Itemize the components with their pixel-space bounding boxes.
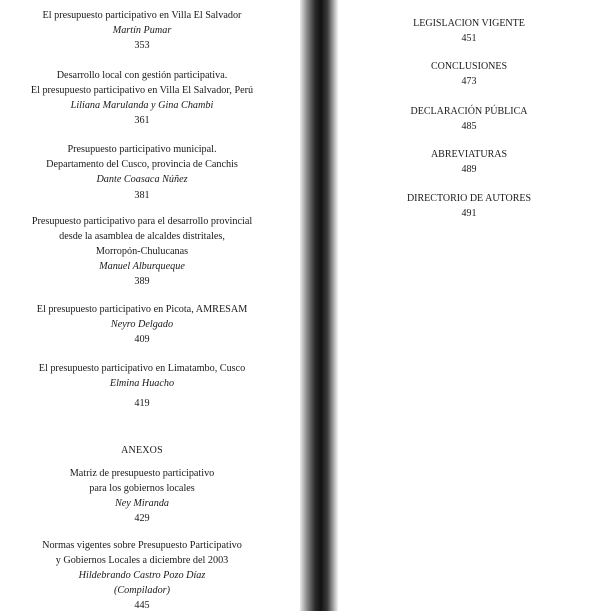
toc-entry-villa-el-salvador <box>0 8 284 53</box>
entry-page-number: 485 <box>461 121 477 132</box>
toc-entry-presupuesto-municipal <box>0 142 284 203</box>
entry-author-role: (Compilador) <box>113 585 171 596</box>
entry-page-number: 353 <box>134 40 150 51</box>
entry-author: Ney Miranda <box>114 498 170 509</box>
entry-title: desde la asamblea de alcaldes distritales, <box>59 231 225 242</box>
left-page <box>0 0 284 611</box>
entry-author: Liliana Marulanda y Gina Chambi <box>70 100 214 111</box>
entry-title: El presupuesto participativo en Picota, AMRESAM <box>36 304 248 315</box>
toc-entry-directorio <box>338 191 600 221</box>
entry-page-number: 429 <box>134 513 150 524</box>
entry-page-number: 451 <box>461 33 477 44</box>
entry-page-number: 445 <box>134 600 150 611</box>
toc-entry-legislacion <box>338 16 600 46</box>
entry-page-number: 489 <box>461 164 477 175</box>
right-page <box>338 0 600 611</box>
entry-title: LEGISLACION VIGENTE <box>413 18 525 29</box>
toc-entry-declaracion <box>338 104 600 134</box>
entry-title: Desarrollo local con gestión participativa. <box>56 70 228 81</box>
toc-entry-matriz <box>0 466 284 526</box>
entry-author: Neyro Delgado <box>110 319 174 330</box>
toc-entry-desarrollo-provincial <box>0 214 284 289</box>
entry-author: Dante Coasaca Núñez <box>96 174 188 185</box>
entry-title: El presupuesto participativo en Limatambo, Cusco <box>38 363 246 374</box>
entry-author: Elmina Huacho <box>109 378 175 389</box>
entry-page-number: 381 <box>134 190 150 201</box>
entry-title: El presupuesto participativo en Villa El Salvador, Perú <box>30 85 254 96</box>
entry-page-number: 491 <box>461 208 477 219</box>
toc-entry-conclusiones <box>338 59 600 89</box>
book-spine <box>300 0 338 611</box>
entry-page-number: 419 <box>134 398 150 409</box>
entry-title: Morropón-Chulucanas <box>95 246 189 257</box>
entry-title: para los gobiernos locales <box>89 483 195 494</box>
toc-entry-normas-vigentes <box>0 538 284 613</box>
entry-title: Presupuesto participativo para el desarrollo provincial <box>31 216 253 227</box>
entry-title: Normas vigentes sobre Presupuesto Participativo <box>42 540 242 551</box>
toc-entry-limatambo <box>0 361 284 411</box>
toc-entry-abreviaturas <box>338 147 600 177</box>
entry-page-number: 389 <box>134 276 150 287</box>
toc-entry-desarrollo-local <box>0 68 284 128</box>
entry-title: ABREVIATURAS <box>430 149 508 160</box>
annexes-heading: ANEXOS <box>121 445 163 456</box>
entry-title: CONCLUSIONES <box>430 61 508 72</box>
entry-title: y Gobiernos Locales a diciembre del 2003 <box>55 555 229 566</box>
toc-entry-picota <box>0 302 284 347</box>
entry-page-number: 361 <box>134 115 150 126</box>
entry-author: Manuel Alburqueque <box>99 261 185 272</box>
entry-title: El presupuesto participativo en Villa El Salvador <box>42 10 242 21</box>
entry-title: Matriz de presupuesto participativo <box>69 468 215 479</box>
entry-title: Departamento del Cusco, provincia de Canchis <box>46 159 238 170</box>
entry-page-number: 473 <box>461 76 477 87</box>
entry-title: Presupuesto participativo municipal. <box>67 144 217 155</box>
entry-page-number: 409 <box>134 334 150 345</box>
entry-title: DIRECTORIO DE AUTORES <box>406 193 532 204</box>
entry-author: Martín Pumar <box>112 25 172 36</box>
entry-author: Hildebrando Castro Pozo Díaz <box>78 570 206 581</box>
entry-title: DECLARACIÓN PÚBLICA <box>410 106 528 117</box>
